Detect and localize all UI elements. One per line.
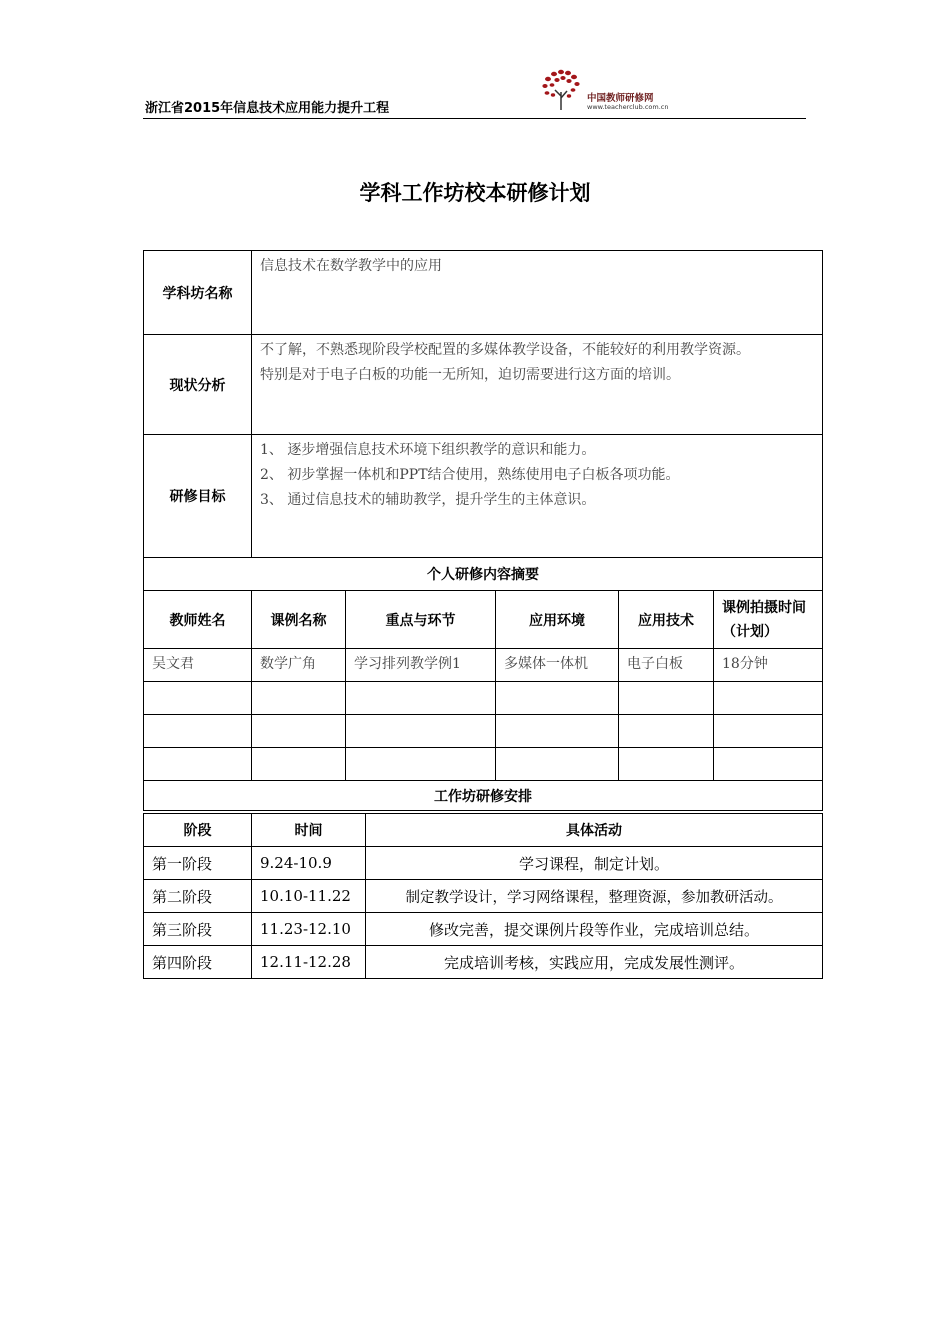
status-label: 现状分析	[144, 335, 252, 435]
goal-item: 3、 通过信息技术的辅助教学，提升学生的主体意识。	[260, 492, 596, 508]
logo-name: 中国教师研修网	[587, 93, 654, 104]
activity-cell: 完成培训考核，实践应用，完成发展性测评。	[366, 946, 823, 979]
key-points-cell: 学习排列教学例1	[346, 649, 496, 682]
header-project-title: 浙江省2015年信息技术应用能力提升工程	[145, 101, 390, 116]
table-row	[144, 649, 823, 682]
workshop-name-label: 学科坊名称	[144, 251, 252, 335]
workshop-name-value: 信息技术在数学教学中的应用	[252, 251, 823, 335]
time-cell: 10.10-11.22	[252, 880, 366, 913]
time-cell: 9.24-10.9	[252, 847, 366, 880]
status-text	[252, 335, 823, 435]
col-activity: 具体活动	[366, 814, 823, 847]
logo-url: www.teacherclub.com.cn	[587, 103, 669, 111]
empty-row	[144, 748, 823, 781]
personal-heading-row	[144, 558, 823, 591]
time-cell: 12.11-12.28	[252, 946, 366, 979]
plan-table	[143, 250, 823, 811]
page-header	[143, 60, 806, 119]
goal-item: 1、 逐步增强信息技术环境下组织教学的意识和能力。	[260, 442, 596, 458]
status-line: 不了解，不熟悉现阶段学校配置的多媒体教学设备，不能较好的利用教学资源。	[260, 342, 750, 358]
status-line: 特别是对于电子白板的功能一无所知，迫切需要进行这方面的培训。	[260, 367, 680, 383]
teacherclub-logo	[539, 66, 679, 112]
col-filming-time: 课例拍摄时间（计划）	[714, 591, 823, 649]
personal-heading: 个人研修内容摘要	[144, 558, 823, 591]
technology-cell: 电子白板	[619, 649, 714, 682]
lesson-name-cell: 数学广角	[252, 649, 346, 682]
goal-item: 2、 初步掌握一体机和PPT结合使用，熟练使用电子白板各项功能。	[260, 467, 680, 483]
schedule-table	[143, 813, 823, 979]
filming-time-cell: 18分钟	[714, 649, 823, 682]
schedule-heading-row	[144, 781, 823, 811]
teacher-name-cell: 吴文君	[144, 649, 252, 682]
personal-header-row	[144, 591, 823, 649]
activity-cell: 制定教学设计，学习网络课程，整理资源，参加教研活动。	[366, 880, 823, 913]
goals-text	[252, 435, 823, 558]
table-row	[144, 946, 823, 979]
col-lesson-name: 课例名称	[252, 591, 346, 649]
table-row	[144, 913, 823, 946]
col-technology: 应用技术	[619, 591, 714, 649]
page-title: 学科工作坊校本研修计划	[359, 181, 591, 205]
environment-cell: 多媒体一体机	[496, 649, 619, 682]
stage-cell: 第一阶段	[144, 847, 252, 880]
goals-label: 研修目标	[144, 435, 252, 558]
schedule-header-row	[144, 814, 823, 847]
row-goals	[144, 435, 823, 558]
activity-cell: 修改完善，提交课例片段等作业，完成培训总结。	[366, 913, 823, 946]
row-workshop-name	[144, 251, 823, 335]
table-row	[144, 847, 823, 880]
stage-cell: 第四阶段	[144, 946, 252, 979]
table-row	[144, 880, 823, 913]
col-teacher-name: 教师姓名	[144, 591, 252, 649]
col-time: 时间	[252, 814, 366, 847]
time-cell: 11.23-12.10	[252, 913, 366, 946]
logo-tree-icon	[539, 66, 585, 112]
activity-cell: 学习课程，制定计划。	[366, 847, 823, 880]
col-stage: 阶段	[144, 814, 252, 847]
row-status	[144, 335, 823, 435]
col-key-points: 重点与环节	[346, 591, 496, 649]
schedule-heading: 工作坊研修安排	[144, 781, 823, 811]
empty-row	[144, 715, 823, 748]
empty-row	[144, 682, 823, 715]
stage-cell: 第三阶段	[144, 913, 252, 946]
col-environment: 应用环境	[496, 591, 619, 649]
stage-cell: 第二阶段	[144, 880, 252, 913]
